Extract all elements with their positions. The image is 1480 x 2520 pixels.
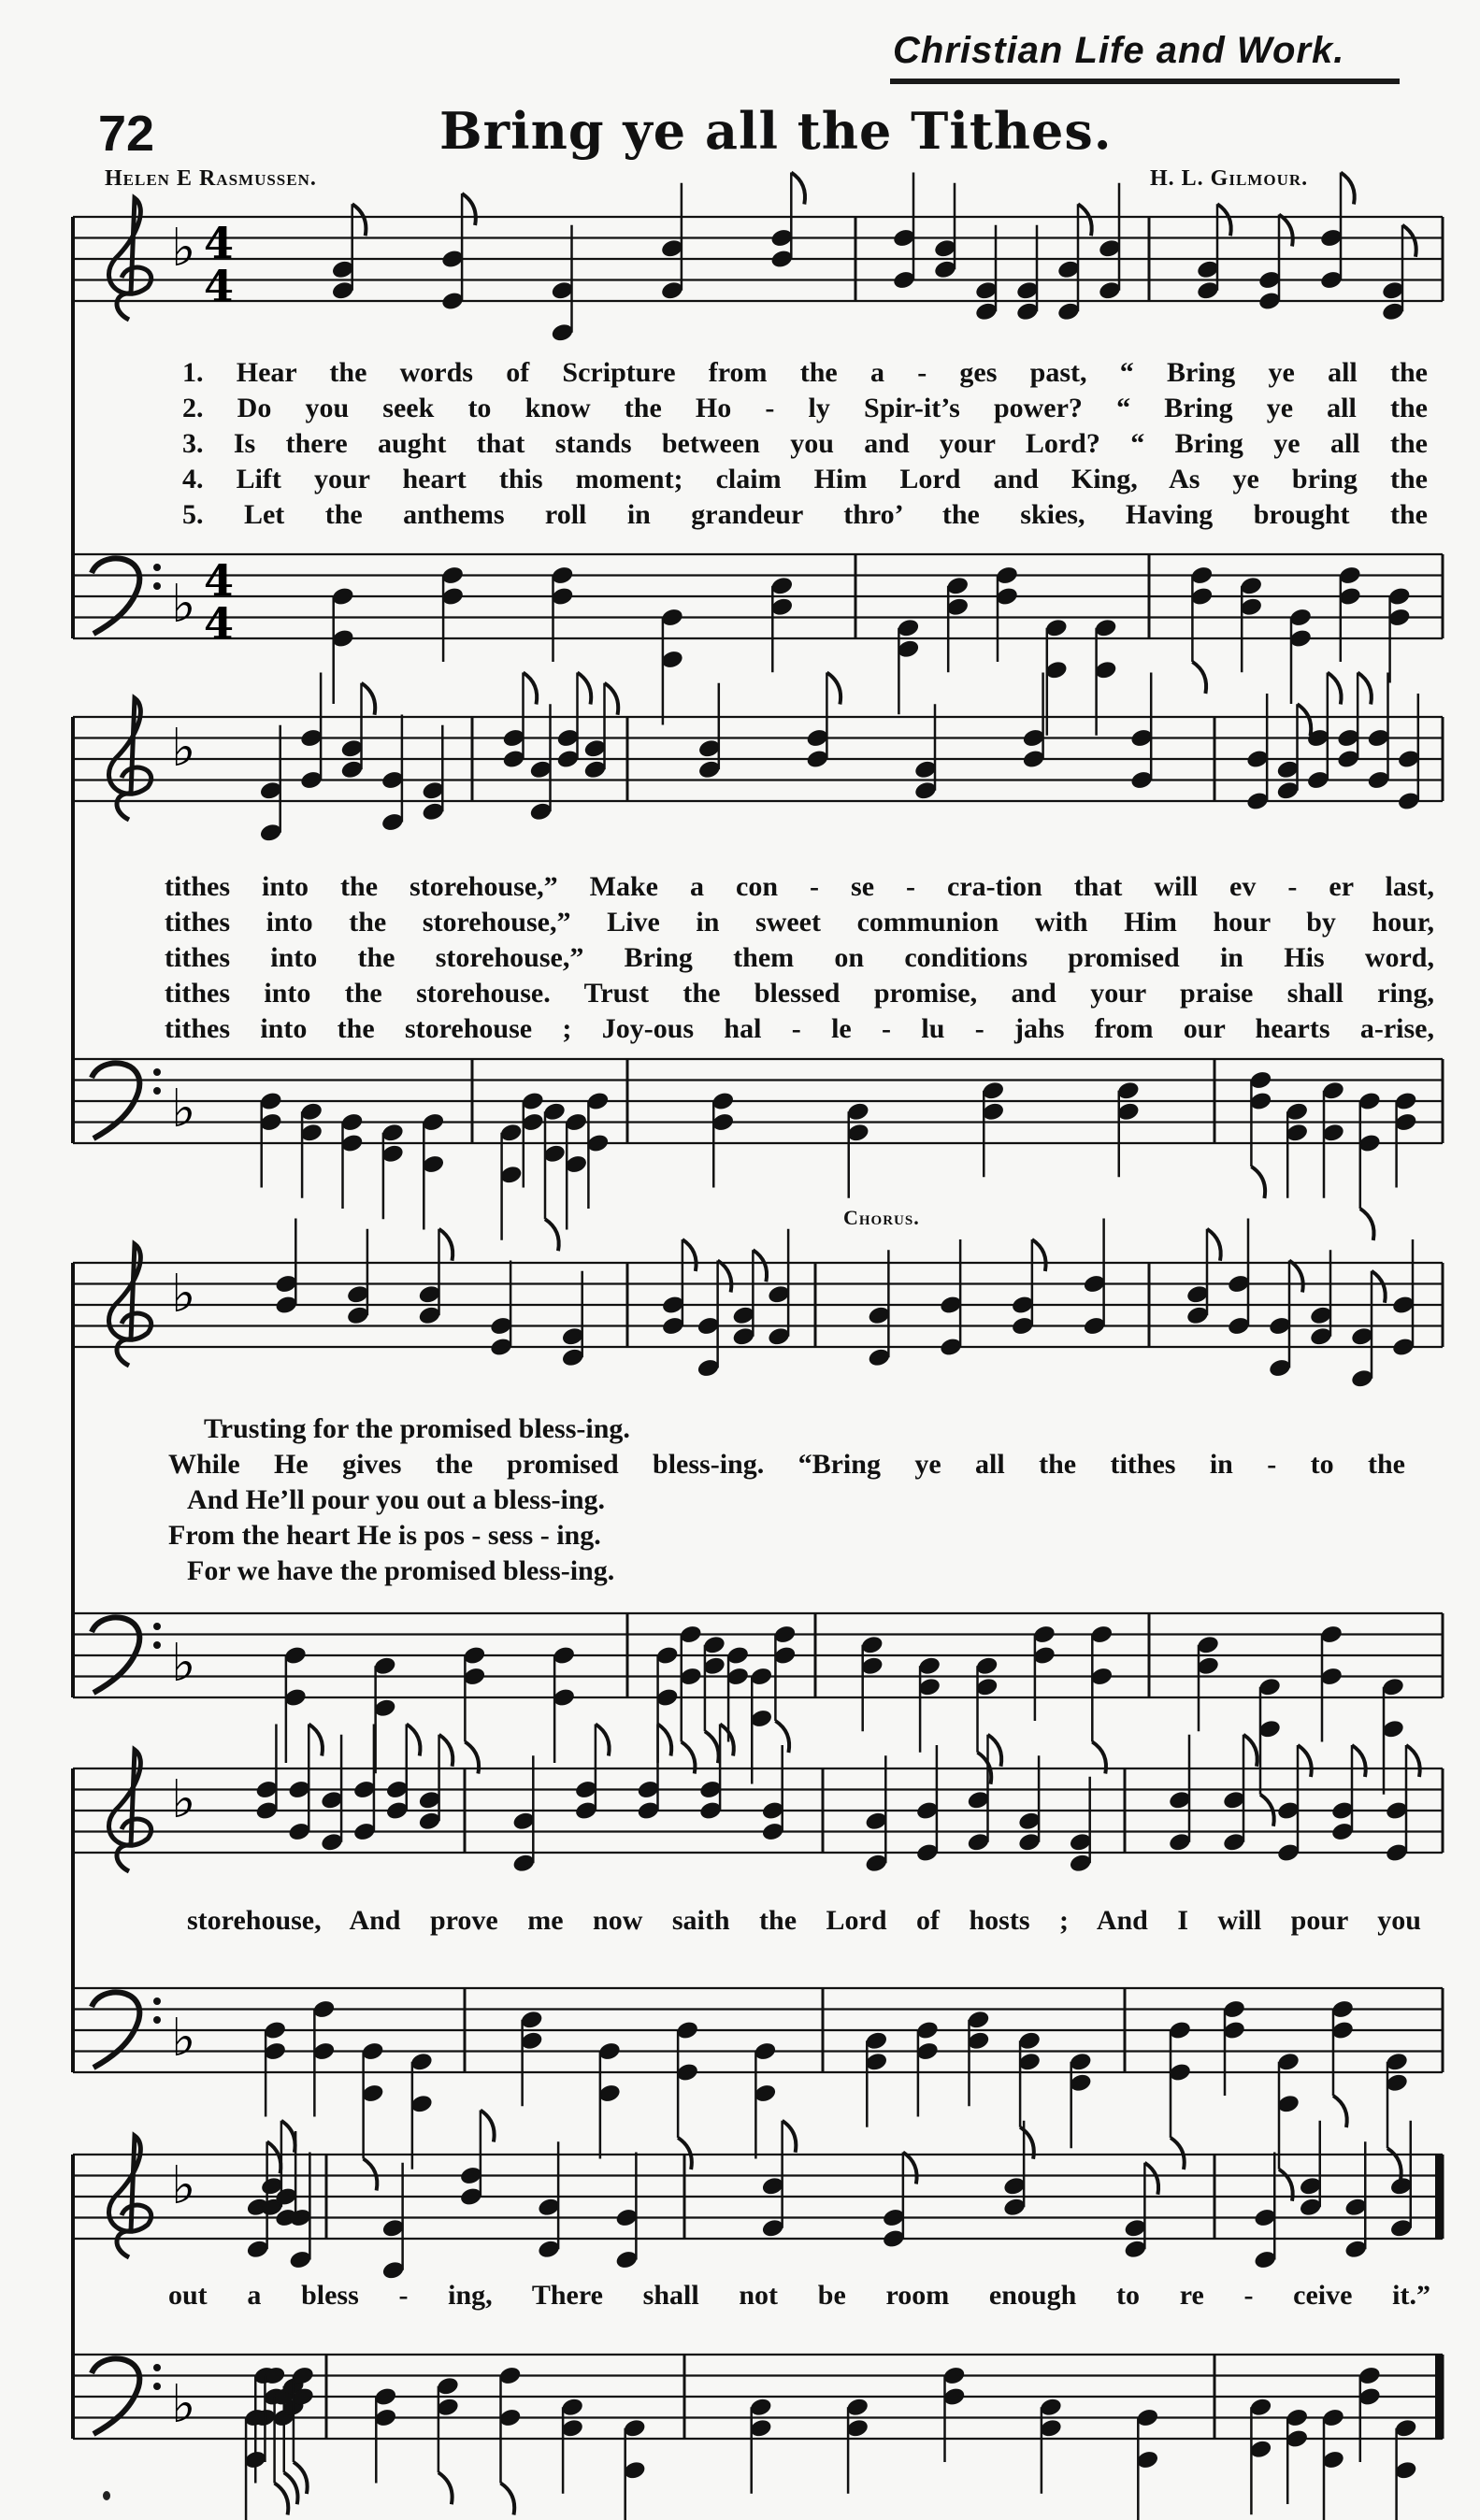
note-flag bbox=[1032, 1239, 1046, 1271]
note-flag bbox=[1298, 1745, 1312, 1777]
composer: H. L. Gilmour. bbox=[1150, 166, 1309, 191]
print-speck bbox=[103, 2491, 110, 2500]
note-flag bbox=[1144, 2163, 1158, 2195]
note-flag bbox=[1341, 173, 1355, 205]
time-signature-top: 4 bbox=[204, 218, 235, 268]
note-flag bbox=[1406, 1745, 1420, 1777]
note-flag bbox=[309, 1725, 323, 1756]
note-flag bbox=[1328, 673, 1342, 705]
chorus-line-5: For we have the promised bless-ing. bbox=[187, 1555, 615, 1586]
note-flag bbox=[1372, 1271, 1386, 1303]
note-flag bbox=[826, 673, 841, 705]
chorus-line-1: Trusting for the promised bless-ing. bbox=[204, 1413, 630, 1444]
note-flag bbox=[683, 1239, 697, 1271]
key-signature-flat: ♭ bbox=[171, 2374, 196, 2435]
note-flag bbox=[362, 683, 376, 715]
chorus-line-3: And He’ll pour you out a bless-ing. bbox=[187, 1484, 606, 1515]
chorus-line-6: storehouse, And prove me now saith the Lord of hosts ; And I will pour you bbox=[187, 1905, 1421, 1936]
time-signature-top: 4 bbox=[204, 555, 235, 606]
final-barline bbox=[1435, 2355, 1443, 2439]
bass-clef-dot bbox=[153, 1623, 161, 1630]
verse-line-4: 4. Lift your heart this moment; claim Him Lord and King, As ye bring the bbox=[182, 464, 1428, 494]
note-flag bbox=[1289, 1261, 1303, 1293]
note-flag bbox=[605, 683, 619, 715]
note-flag bbox=[501, 2484, 515, 2515]
note-flag bbox=[718, 1261, 732, 1293]
bass-clef-dot bbox=[153, 1087, 161, 1095]
verse-line-2: tithes into the storehouse,” Live in sweet communion with Him hour by hour, bbox=[165, 907, 1434, 938]
lyricist: Helen E Rasmussen. bbox=[105, 166, 317, 191]
note-flag bbox=[438, 2472, 453, 2504]
note-flag bbox=[407, 1725, 421, 1756]
note-flag bbox=[1298, 704, 1312, 736]
bass-clef-dot bbox=[153, 582, 161, 590]
section-rule bbox=[890, 79, 1400, 84]
bass-clef-dot bbox=[153, 1068, 161, 1076]
verse-line-4: tithes into the storehouse. Trust the blessed promise, and your praise shall ring, bbox=[165, 978, 1434, 1009]
note-flag bbox=[439, 1735, 453, 1767]
verse-line-1: 1. Hear the words of Scripture from the a - ges past, “ Bring ye all the bbox=[182, 357, 1428, 388]
bass-clef-dot bbox=[153, 564, 161, 571]
note-flag bbox=[439, 1229, 453, 1261]
key-signature-flat: ♭ bbox=[171, 1264, 196, 1324]
verse-line-3: tithes into the storehouse,” Bring them on conditions promised in His word, bbox=[165, 942, 1434, 973]
note-flag bbox=[720, 1725, 734, 1756]
note-flag bbox=[1251, 1167, 1265, 1198]
key-signature-flat: ♭ bbox=[171, 1079, 196, 1139]
key-signature-flat: ♭ bbox=[171, 718, 196, 779]
time-signature-bottom: 4 bbox=[204, 598, 235, 649]
note-flag bbox=[1192, 662, 1206, 694]
note-flag bbox=[578, 673, 592, 705]
verse-line-5: 5. Let the anthems roll in grandeur thro’ the skies, Having brought the bbox=[182, 499, 1428, 530]
bass-clef-dot bbox=[153, 2383, 161, 2390]
note-flag bbox=[1402, 225, 1416, 257]
verse-line-1: tithes into the storehouse,” Make a con - se - cra-tion that will ev - er last, bbox=[165, 871, 1434, 902]
note-flag bbox=[1217, 204, 1231, 236]
note-flag bbox=[1078, 204, 1092, 236]
chorus-label: Chorus. bbox=[843, 1206, 920, 1229]
note-flag bbox=[275, 2484, 289, 2515]
key-signature-flat: ♭ bbox=[171, 1633, 196, 1694]
key-signature-flat: ♭ bbox=[171, 1769, 196, 1830]
note-flag bbox=[903, 2153, 917, 2184]
note-flag bbox=[281, 2121, 295, 2153]
final-barline bbox=[1435, 2155, 1443, 2239]
note-flag bbox=[596, 1725, 610, 1756]
note-flag bbox=[481, 2111, 495, 2142]
note-flag bbox=[1358, 673, 1372, 705]
note-flag bbox=[1243, 1735, 1257, 1767]
note-flag bbox=[1360, 1209, 1374, 1240]
key-signature-flat: ♭ bbox=[171, 2155, 196, 2216]
note-flag bbox=[524, 673, 538, 705]
bass-clef-dot bbox=[153, 2016, 161, 2024]
section-title: Christian Life and Work. bbox=[893, 30, 1345, 71]
note-flag bbox=[462, 193, 476, 225]
hymn-number: 72 bbox=[98, 106, 155, 162]
verse-line-3: 3. Is there aught that stands between you and your Lord? “ Bring ye all the bbox=[182, 428, 1428, 459]
note-flag bbox=[545, 1219, 559, 1251]
note-flag bbox=[1279, 215, 1293, 247]
key-signature-flat: ♭ bbox=[171, 2008, 196, 2069]
bass-clef-dot bbox=[153, 1641, 161, 1649]
note-flag bbox=[352, 204, 366, 236]
note-flag bbox=[1352, 1745, 1366, 1777]
hymn-title: Bring ye all the Tithes. bbox=[439, 101, 1113, 161]
note-flag bbox=[705, 1731, 719, 1763]
note-flag bbox=[1207, 1229, 1221, 1261]
note-flag bbox=[267, 2141, 281, 2173]
chorus-line-4: From the heart He is pos - sess - ing. bbox=[168, 1520, 601, 1551]
note-flag bbox=[1333, 2096, 1347, 2127]
time-signature-bottom: 4 bbox=[204, 261, 235, 311]
note-flag bbox=[783, 2121, 797, 2153]
key-signature-flat: ♭ bbox=[171, 218, 196, 279]
bass-clef-dot bbox=[153, 2364, 161, 2371]
chorus-line-2: While He gives the promised bless-ing. “Bring ye all the tithes in - to the bbox=[168, 1449, 1405, 1480]
chorus-line-7: out a bless - ing, There shall not be room enough to re - ceive it.” bbox=[168, 2280, 1430, 2311]
note-flag bbox=[753, 1250, 767, 1281]
bass-clef-dot bbox=[153, 1997, 161, 2005]
note-flag bbox=[791, 173, 805, 205]
note-flag bbox=[988, 1735, 1002, 1767]
note-flag bbox=[658, 1725, 672, 1756]
verse-line-2: 2. Do you seek to know the Ho - ly Spir-it’s power? “ Bring ye all the bbox=[182, 393, 1428, 423]
key-signature-flat: ♭ bbox=[171, 574, 196, 635]
verse-line-5: tithes into the storehouse ; Joy-ous hal - le - lu - jahs from our hearts a-rise, bbox=[165, 1013, 1434, 1044]
